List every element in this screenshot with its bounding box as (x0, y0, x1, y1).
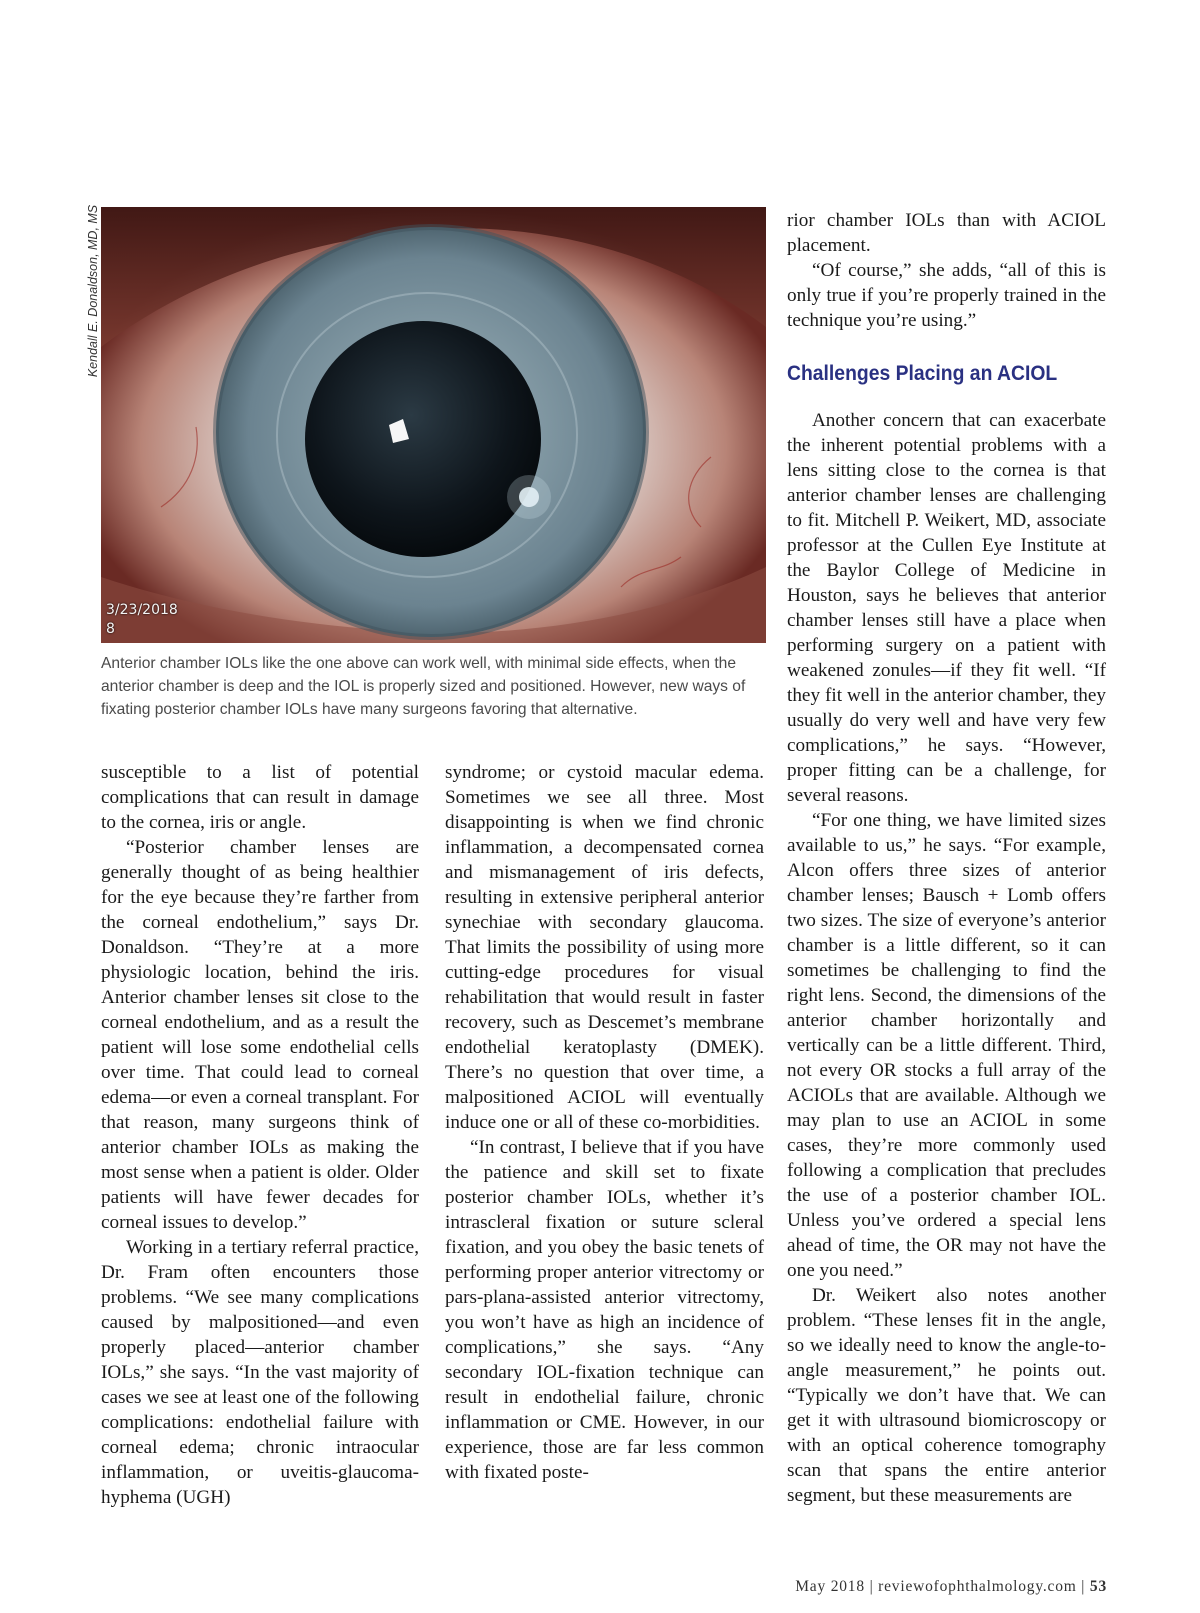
article-column-2 (445, 760, 764, 1485)
photo-credit-text: Kendall E. Donaldson, MD, MS (86, 204, 100, 378)
section-heading: Challenges Placing an ACIOL (787, 361, 1058, 385)
paragraph: “Posterior chamber lenses are generally thought of as being healthier for the eye because they’re farther from the corneal endothelium,” says Dr. Donaldson. “They’re at a more physiologic location, behind the iris. Anterior chamber lenses sit close to the corneal endothelium, and as a result the patient will lose some endothelial cells over time. That could lead to corneal edema—or even a corneal transplant. For that reason, many surgeons think of anterior chamber IOLs as making the most sense when a patient is older. Older patients will have fewer decades for corneal issues to develop.” (101, 837, 419, 1233)
eye-photo (101, 207, 766, 643)
photo-date-stamp: 3/23/2018 8 (106, 602, 178, 637)
article-column-3-top (787, 208, 1106, 333)
paragraph: Dr. Weikert also notes another problem. “These lenses fit in the angle, so we ideally need to know the angle-to-angle measurement,” he points out. “Typically we don’t have that. We can get it with ultrasound biomicroscopy or with an optical coherence tomography scan that spans the entire anterior segment, but these measurements are (787, 1285, 1106, 1506)
paragraph: susceptible to a list of potential complications that can result in damage to the cornea, iris or angle. (101, 762, 419, 833)
article-column-1 (101, 760, 419, 1510)
paragraph: “In contrast, I believe that if you have the patience and skill set to fixate posterior chamber IOLs, whether it’s intrascleral fixation or suture scleral fixation, and you obey the basic tenets of performing proper anterior vitrectomy or pars-plana-assisted anterior vitrectomy, you won’t have as high an incidence of complications,” she says. “Any secondary IOL-fixation technique can result in endothelial failure, chronic inflammation or CME. However, in our experience, those are far less common with fixated poste- (445, 1137, 764, 1483)
page-number: 53 (1089, 1578, 1107, 1595)
paragraph: rior chamber IOLs than with ACIOL placement. (787, 210, 1106, 256)
page-footer (795, 1578, 1107, 1596)
paragraph: “For one thing, we have limited sizes available to us,” he says. “For example, Alcon offers three sizes of anterior chamber lenses; Bausch + Lomb offers two sizes. The size of everyone’s anterior chamber is a little different, so it can sometimes be challenging to find the right lens. Second, the dimensions of the anterior chamber horizontally and vertically can be a little different. Third, not every OR stocks a full array of the ACIOLs that are available. Although we may plan to use an ACIOL in some cases, they’re more commonly used following a complication that precludes the use of a posterior chamber IOL. Unless you’ve ordered a special lens ahead of time, the OR may not have the one you need.” (787, 810, 1106, 1281)
article-column-3-bottom (787, 408, 1106, 1508)
paragraph: syndrome; or cystoid macular edema. Sometimes we see all three. Most disappointing is when we find chronic inflammation, a decompensated cornea and mismanagement of iris defects, resulting in extensive peripheral anterior synechiae with secondary glaucoma. That limits the possibility of using more cutting-edge procedures for visual rehabilitation that would result in faster recovery, such as Descemet’s membrane endothelial keratoplasty (DMEK). There’s no question that over time, a malpositioned ACIOL will eventually induce one or all of these co-morbidities. (445, 762, 764, 1133)
paragraph: Working in a tertiary referral practice, Dr. Fram often encounters those problems. “We see many complications caused by malpositioned—and even properly placed—anterior chamber IOLs,” she says. “In the vast majority of cases we see at least one of the following complications: endothelial failure with corneal edema; chronic intraocular inflammation, or uveitis-glaucoma-hyphema (UGH) (101, 1237, 419, 1508)
photo-caption: Anterior chamber IOLs like the one above can work well, with minimal side effects, when the anterior chamber is deep and the IOL is properly sized and positioned. However, new ways of fixating posterior chamber IOLs have many surgeons favoring that alternative. (101, 655, 746, 718)
photo-credit (84, 203, 102, 379)
footer-issue: May 2018 | reviewofophthalmology.com | (795, 1578, 1090, 1595)
paragraph: “Of course,” she adds, “all of this is only true if you’re properly trained in the technique you’re using.” (787, 260, 1106, 331)
paragraph: Another concern that can exacerbate the inherent potential problems with a lens sitting close to the cornea is that anterior chamber lenses are challenging to fit. Mitchell P. Weikert, MD, associate professor at the Cullen Eye Institute at the Baylor College of Medicine in Houston, says he believes that anterior chamber lenses still have a place when performing surgery on a patient with weakened zonules—if they fit well. “If they fit well in the anterior chamber, they usually do very well and have very few complications,” he says. “However, proper fitting can be a challenge, for several reasons. (787, 410, 1106, 806)
eye-illustration (101, 207, 766, 643)
